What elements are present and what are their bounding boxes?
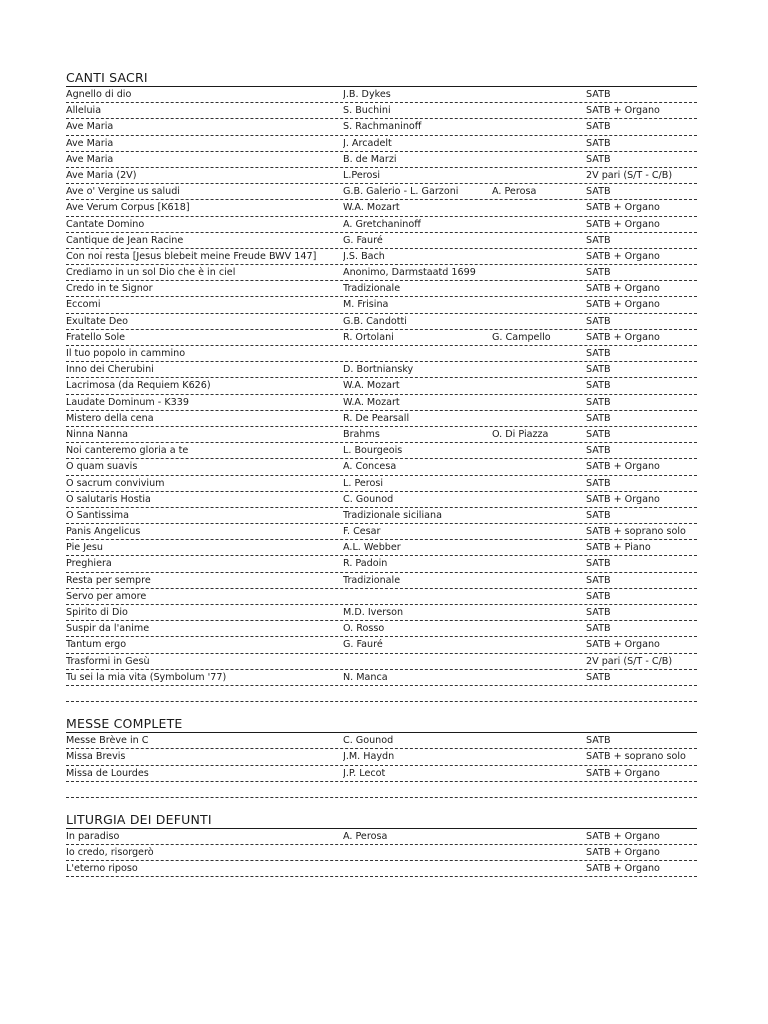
arranger-cell [492,411,586,426]
composer-cell: S. Rachmaninoff [343,121,422,133]
arranger-cell [492,749,586,764]
arranger-cell [492,103,586,118]
arranger-cell [492,654,586,669]
section [66,714,697,798]
title-cell: Eccomi [66,299,101,311]
title-cell: Agnello di dio [66,89,132,100]
voicing-cell: SATB + Organo [586,767,660,779]
arranger-cell [492,217,586,232]
voicing-cell: SATB + Organo [586,830,660,842]
voicing-cell: 2V pari (S/T - C/B) [586,655,673,667]
table-row [66,524,697,540]
arranger-cell [492,589,586,604]
voicing-cell: SATB + Organo [586,299,660,311]
title-cell: Ninna Nanna [66,428,129,440]
section [66,68,697,702]
voicing-cell: SATB [586,590,611,602]
composer-cell: J.M. Haydn [343,751,395,763]
arranger-cell [492,670,586,685]
voicing-cell: SATB [586,348,611,359]
composer-cell: J.P. Lecot [343,767,386,779]
composer-cell: C. Gounod [343,493,394,505]
composer-cell: G.B. Galerio - L. Garzoni [343,186,459,198]
table-row [66,605,697,621]
composer-cell: A. Gretchaninoff [343,218,421,230]
composer-cell: Brahms [343,428,380,440]
table-row [66,686,697,702]
composer-cell: A.L. Webber [343,542,401,554]
voicing-cell: 2V pari (S/T - C/B) [586,169,673,181]
table-row [66,152,697,168]
arranger-cell [492,200,586,215]
title-cell: Ave Maria [66,153,114,165]
table-row [66,540,697,556]
voicing-cell: SATB [586,186,611,198]
arranger-cell [492,733,586,748]
arranger-cell [492,540,586,555]
table-row [66,87,697,103]
voicing-cell: SATB + Organo [586,202,660,214]
voicing-cell: SATB [586,445,611,457]
voicing-cell: SATB [586,412,611,424]
title-cell: Resta per sempre [66,574,151,586]
composer-cell: F. Cesar [343,526,381,538]
voicing-cell: SATB [586,477,611,489]
composer-cell: D. Bortniansky [343,364,414,376]
table-row [66,119,697,135]
repertoire-list [66,68,697,889]
composer-cell: O. Rosso [343,623,385,635]
composer-cell [343,845,492,860]
voicing-cell: SATB [586,121,611,133]
arranger-cell [492,378,586,393]
table-row [66,346,697,362]
title-cell: Cantique de Jean Racine [66,234,184,246]
arranger-cell: G. Campello [492,331,551,343]
voicing-cell: SATB + Organo [586,493,660,505]
composer-cell: W.A. Mozart [343,380,400,392]
composer-cell: B. de Marzi [343,153,397,165]
title-cell: Tantum ergo [66,639,127,651]
title-cell: Ave Maria [66,121,114,133]
arranger-cell [492,233,586,248]
title-cell: Missa Brevis [66,751,126,763]
table-row [66,621,697,637]
title-cell: Fratello Sole [66,331,126,343]
arranger-cell [492,782,586,797]
title-cell: Mistero della cena [66,412,154,424]
voicing-cell: SATB [586,234,611,246]
composer-cell [343,861,492,876]
arranger-cell [492,314,586,329]
table-row [66,330,697,346]
table-row [66,733,697,749]
table-row [66,556,697,572]
table-row [66,782,697,798]
composer-cell: J. Arcadelt [343,137,392,149]
composer-cell: M. Frisina [343,299,389,311]
voicing-cell: SATB + Organo [586,105,660,117]
arranger-cell [492,845,586,860]
section-title: LITURGIA DEI DEFUNTI [66,810,697,829]
arranger-cell [492,265,586,280]
arranger-cell [492,249,586,264]
section [66,810,697,878]
title-cell: O Santissima [66,509,129,521]
table-row [66,829,697,845]
title-cell: In paradiso [66,830,120,842]
table-row [66,217,697,233]
voicing-cell: SATB + soprano solo [586,526,686,538]
composer-cell: Anonimo, Darmstaatd 1699 [343,267,476,279]
composer-cell: R. Ortolani [343,331,394,343]
arranger-cell [492,829,586,844]
title-cell: Ave o' Vergine us saludi [66,186,180,198]
arranger-cell [492,766,586,781]
table-row [66,395,697,411]
voicing-cell [586,686,697,701]
table-row [66,492,697,508]
title-cell: O salutaris Hostia [66,493,151,505]
composer-cell: W.A. Mozart [343,396,400,408]
composer-cell: Tradizionale [343,283,401,295]
title-cell: Con noi resta [Jesus blebeit meine Freude BWV 147] [66,250,317,262]
voicing-cell [586,782,697,797]
voicing-cell: SATB + Organo [586,461,660,473]
composer-cell: J.S. Bach [343,250,385,262]
composer-cell [343,589,492,604]
title-cell [66,782,343,797]
voicing-cell: SATB [586,735,611,747]
voicing-cell: SATB + Organo [586,847,660,859]
table-row [66,200,697,216]
table-row [66,233,697,249]
table-row [66,459,697,475]
voicing-cell: SATB [586,396,611,408]
title-cell: Credo in te Signor [66,283,153,295]
voicing-cell: SATB + Piano [586,542,651,554]
voicing-cell: SATB [586,137,611,149]
title-cell: Exultate Deo [66,315,128,327]
voicing-cell: SATB + Organo [586,863,660,875]
table-row [66,168,697,184]
title-cell: Crediamo in un sol Dio che è in ciel [66,267,236,279]
title-cell: Servo per amore [66,590,147,602]
table-row [66,845,697,861]
composer-cell: Tradizionale siciliana [343,509,442,521]
arranger-cell [492,686,586,701]
title-cell: Il tuo popolo in cammino [66,348,186,359]
table-row [66,589,697,605]
voicing-cell: SATB + Organo [586,283,660,295]
voicing-cell: SATB [586,364,611,376]
title-cell: Preghiera [66,558,112,570]
arranger-cell [492,281,586,296]
title-cell: O sacrum convivium [66,477,165,489]
voicing-cell: SATB + Organo [586,639,660,651]
voicing-cell: SATB [586,315,611,327]
voicing-cell: SATB [586,267,611,279]
voicing-cell: SATB + Organo [586,250,660,262]
title-cell: L'eterno riposo [66,863,138,875]
composer-cell: J.B. Dykes [343,89,391,100]
arranger-cell [492,605,586,620]
voicing-cell: SATB [586,671,611,683]
arranger-cell [492,168,586,183]
voicing-cell: SATB [586,380,611,392]
title-cell: Tu sei la mia vita (Symbolum '77) [66,671,227,683]
arranger-cell [492,443,586,458]
title-cell: Laudate Dominum - K339 [66,396,189,408]
table-row [66,362,697,378]
composer-cell [343,782,492,797]
table-row [66,378,697,394]
table-row [66,508,697,524]
composer-cell: W.A. Mozart [343,202,400,214]
composer-cell: R. De Pearsall [343,412,410,424]
table-row [66,265,697,281]
voicing-cell: SATB [586,623,611,635]
table-row [66,249,697,265]
voicing-cell: SATB + Organo [586,331,660,343]
composer-cell: M.D. Iverson [343,607,404,618]
composer-cell: R. Padoin [343,558,388,570]
table-row [66,861,697,877]
table-row [66,314,697,330]
composer-cell [343,346,492,361]
composer-cell: Tradizionale [343,574,401,586]
title-cell: Lacrimosa (da Requiem K626) [66,380,211,392]
title-cell: Ave Verum Corpus [K618] [66,202,190,214]
table-row [66,103,697,119]
title-cell: Panis Angelicus [66,526,141,538]
arranger-cell [492,297,586,312]
voicing-cell: SATB + soprano solo [586,751,686,763]
title-cell: Messe Brève in C [66,735,149,747]
composer-cell: G. Fauré [343,234,383,246]
voicing-cell: SATB [586,428,611,440]
arranger-cell [492,861,586,876]
composer-cell: G. Fauré [343,639,383,651]
arranger-cell: A. Perosa [492,186,537,198]
composer-cell: G.B. Candotti [343,315,407,327]
title-cell: Pie Jesu [66,542,104,554]
title-cell: Alleluia [66,105,102,117]
composer-cell: L. Perosi [343,477,384,489]
title-cell: Cantate Domino [66,218,145,230]
voicing-cell: SATB [586,607,611,618]
table-row [66,427,697,443]
title-cell: O quam suavis [66,461,138,473]
table-row [66,184,697,200]
composer-cell: C. Gounod [343,735,394,747]
voicing-cell: SATB [586,558,611,570]
composer-cell: N. Manca [343,671,388,683]
arranger-cell [492,476,586,491]
arranger-cell [492,556,586,571]
title-cell: Missa de Lourdes [66,767,149,779]
table-row [66,136,697,152]
voicing-cell: SATB [586,509,611,521]
arranger-cell [492,459,586,474]
table-row [66,670,697,686]
table-row [66,411,697,427]
table-row [66,766,697,782]
title-cell: Noi canteremo gloria a te [66,445,189,457]
composer-cell [343,686,492,701]
arranger-cell [492,395,586,410]
table-row [66,443,697,459]
composer-cell [343,654,492,669]
table-row [66,573,697,589]
voicing-cell: SATB [586,89,611,100]
voicing-cell: SATB + Organo [586,218,660,230]
arranger-cell [492,621,586,636]
arranger-cell [492,524,586,539]
arranger-cell [492,119,586,134]
table-row [66,654,697,670]
arranger-cell [492,492,586,507]
table-row [66,297,697,313]
composer-cell: A. Concesa [343,461,397,473]
arranger-cell [492,637,586,652]
arranger-cell [492,508,586,523]
title-cell: Suspir da l'anime [66,623,150,635]
title-cell: Spirito di Dio [66,607,128,618]
voicing-cell: SATB [586,153,611,165]
table-row [66,637,697,653]
title-cell: Ave Maria [66,137,114,149]
arranger-cell [492,362,586,377]
title-cell: Ave Maria (2V) [66,169,137,181]
table-row [66,749,697,765]
composer-cell: L.Perosi [343,169,381,181]
section-title: CANTI SACRI [66,68,697,87]
composer-cell: L. Bourgeois [343,445,403,457]
arranger-cell [492,152,586,167]
voicing-cell: SATB [586,574,611,586]
composer-cell: S. Buchini [343,105,391,117]
section-title: MESSE COMPLETE [66,714,697,733]
arranger-cell [492,136,586,151]
title-cell: Io credo, risorgerò [66,847,154,859]
title-cell: Trasformi in Gesù [66,655,150,667]
title-cell [66,686,343,701]
title-cell: Inno dei Cherubini [66,364,154,376]
arranger-cell: O. Di Piazza [492,428,549,440]
arranger-cell [492,573,586,588]
composer-cell: A. Perosa [343,830,388,842]
arranger-cell [492,87,586,102]
table-row [66,281,697,297]
table-row [66,476,697,492]
arranger-cell [492,346,586,361]
